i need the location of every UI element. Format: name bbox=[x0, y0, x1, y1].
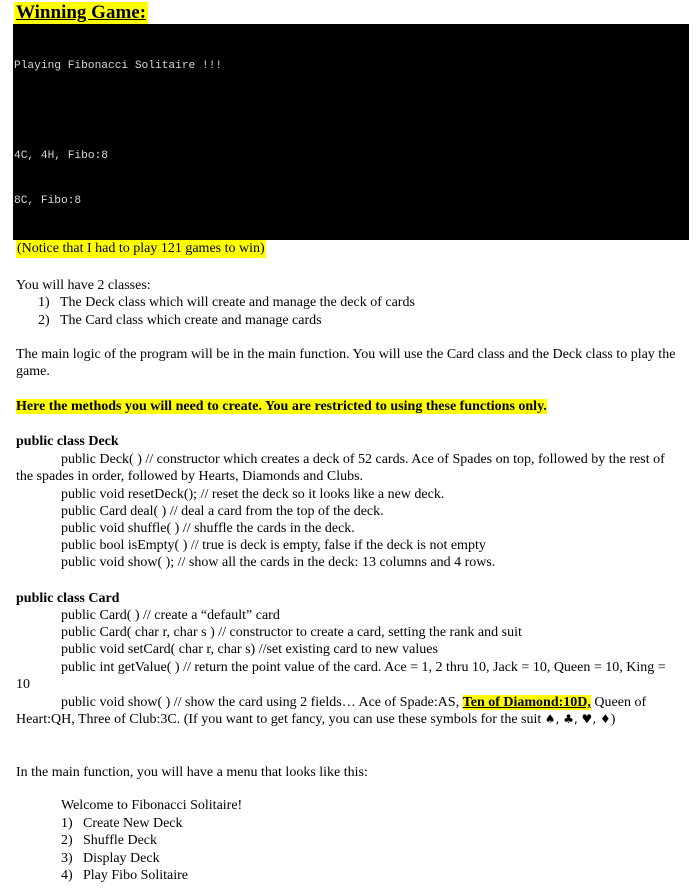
suit-symbols: ♠, ♣, ♥, ♦ bbox=[544, 712, 611, 726]
menu-text: Play Fibo Solitaire bbox=[83, 868, 188, 883]
deck-method: public void shuffle( ) // shuffle the cards in the deck. bbox=[61, 521, 355, 536]
menu-item bbox=[61, 867, 188, 884]
list-item bbox=[38, 312, 322, 329]
console-output bbox=[13, 24, 689, 240]
menu-text: Shuffle Deck bbox=[83, 833, 157, 848]
console-line: Playing Fibonacci Solitaire !!! bbox=[14, 60, 223, 72]
highlighted-example: Ten of Diamond:10D, bbox=[462, 695, 591, 710]
menu-welcome: Welcome to Fibonacci Solitaire! bbox=[61, 798, 243, 813]
card-show-end: ) bbox=[610, 712, 616, 727]
menu-text: Display Deck bbox=[83, 851, 160, 866]
menu-item bbox=[61, 832, 157, 849]
menu-intro: In the main function, you will have a menu that looks like this: bbox=[16, 765, 368, 780]
list-text: The Card class which create and manage cards bbox=[60, 313, 322, 328]
list-number: 2) bbox=[38, 313, 50, 328]
card-getvalue-method: public int getValue( ) // return the point value of the card. Ace = 1, 2 thru 10, Jack = 10, Queen = 10, King = 10 bbox=[16, 660, 666, 692]
menu-number: 1) bbox=[61, 816, 73, 831]
menu-number: 4) bbox=[61, 868, 73, 883]
menu-number: 2) bbox=[61, 833, 73, 848]
deck-class-heading: public class Deck bbox=[16, 434, 119, 449]
deck-constructor: public Deck( ) // constructor which creates a deck of 52 cards. Ace of Spades on top, followed by the rest of the spades in order, followed by Hearts, Diamonds and Clubs. bbox=[16, 452, 665, 484]
methods-heading-text: Here the methods you will need to create. You are restricted to using these functions only. bbox=[16, 399, 547, 414]
menu-number: 3) bbox=[61, 851, 73, 866]
card-class-heading: public class Card bbox=[16, 591, 120, 606]
card-show-text: public void show( ) // show the card using 2 fields… Ace of Spade:AS, bbox=[61, 695, 463, 710]
notice-text: (Notice that I had to play 121 games to win) bbox=[17, 241, 265, 256]
card-show-text-2: Queen of Heart:QH, Three of Club:3C. (If you want to get fancy, you can use these symbols for the suit bbox=[16, 695, 647, 727]
card-method: public void setCard( char r, char s) //set existing card to new values bbox=[61, 642, 438, 657]
list-item bbox=[38, 294, 415, 311]
deck-method: public void resetDeck(); // reset the deck so it looks like a new deck. bbox=[61, 487, 445, 502]
console-line bbox=[14, 104, 689, 119]
list-number: 1) bbox=[38, 295, 50, 310]
methods-heading bbox=[16, 398, 547, 415]
console-line: 8C, Fibo:8 bbox=[14, 195, 82, 207]
deck-method: public void show( ); // show all the cards in the deck: 13 columns and 4 rows. bbox=[61, 555, 496, 570]
menu-item bbox=[61, 850, 160, 867]
card-show-method bbox=[16, 694, 678, 728]
deck-method: public Card deal( ) // deal a card from the top of the deck. bbox=[61, 504, 384, 519]
page-title: Winning Game: bbox=[16, 2, 147, 23]
list-text: The Deck class which will create and manage the deck of cards bbox=[60, 295, 415, 310]
classes-intro: You will have 2 classes: bbox=[16, 278, 151, 293]
card-method: public Card( char r, char s ) // constructor to create a card, setting the rank and suit bbox=[61, 625, 522, 640]
menu-item bbox=[61, 815, 183, 832]
console-line: 4C, 4H, Fibo:8 bbox=[14, 150, 108, 162]
deck-method: public bool isEmpty( ) // true is deck is empty, false if the deck is not empty bbox=[61, 538, 486, 553]
card-method: public Card( ) // create a “default” card bbox=[61, 608, 280, 623]
main-logic-paragraph: The main logic of the program will be in the main function. You will use the Card class and the Deck class to play the game. bbox=[16, 347, 676, 379]
menu-text: Create New Deck bbox=[83, 816, 183, 831]
